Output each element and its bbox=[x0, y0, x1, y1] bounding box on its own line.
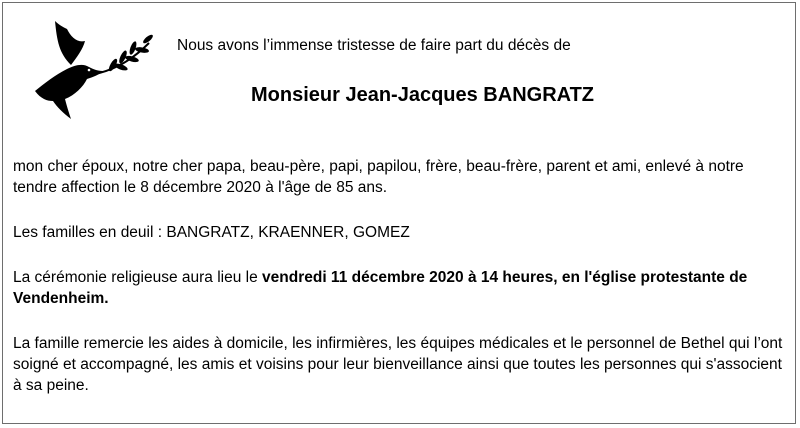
dove-icon bbox=[21, 13, 166, 123]
ceremony-date-location: vendredi 11 décembre 2020 à 14 heures, en l'église protestante de Vendenheim. bbox=[13, 269, 748, 307]
ceremony-paragraph bbox=[13, 267, 789, 309]
deceased-name: Monsieur Jean-Jacques BANGRATZ bbox=[251, 84, 595, 106]
family-relations-paragraph: mon cher époux, notre cher papa, beau-père, papi, papilou, frère, beau-frère, parent et ami, enlevé à notre tendre affection le 8 décembre 2020 à l'âge de 85 ans. bbox=[13, 158, 744, 196]
mourning-families-paragraph: Les familles en deuil : BANGRATZ, KRAENNER, GOMEZ bbox=[13, 224, 410, 241]
notice-frame bbox=[2, 2, 796, 424]
ceremony-intro-text: La cérémonie religieuse aura lieu le bbox=[13, 269, 263, 286]
intro-text: Nous avons l’immense tristesse de faire part du décès de bbox=[177, 37, 571, 54]
thanks-paragraph: La famille remercie les aides à domicile, les infirmières, les équipes médicales et le personnel de Bethel qui l’ont soigné et accompagné, les amis et voisins pour leur bienveillance ainsi que toutes les personnes qui s'associent à sa peine. bbox=[13, 335, 783, 394]
